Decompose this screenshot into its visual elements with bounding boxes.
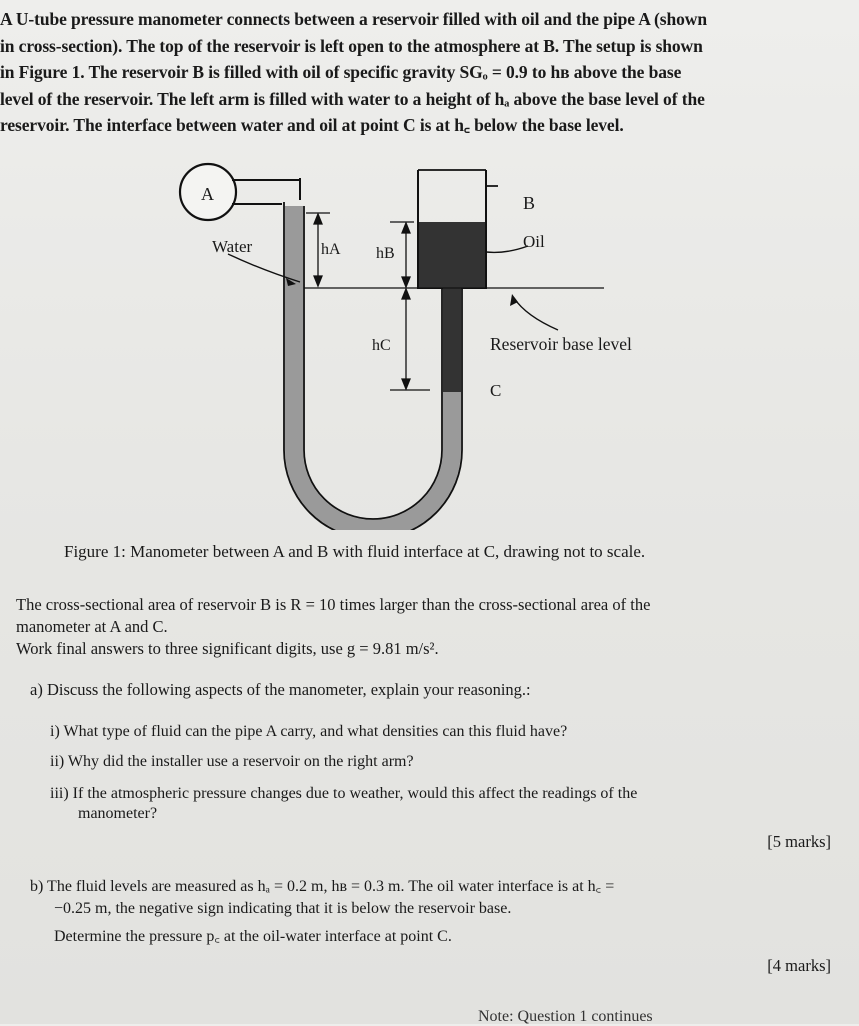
label-hc: hC [372,337,391,354]
label-c: C [490,381,502,400]
part-b-line-1: b) The fluid levels are measured as hₐ = 0.2 m, hʙ = 0.3 m. The oil water interface is at h꜀ = [30,878,615,895]
oil-column-arm [443,288,461,392]
hc-arrow-up [402,289,410,299]
part-a-item-i-text: i) What type of fluid can the pipe A carry, and what densities can this fluid have? [50,723,568,740]
base-leader [514,298,558,330]
intro-line-2: in cross-section). The top of the reservoir is left open to the atmosphere at B. The setup is shown [0,35,703,56]
given-line-2: manometer at A and C. [16,617,168,636]
hb-arrow-down [402,277,410,287]
manometer-diagram [0,150,859,530]
reservoir-opening [486,170,498,186]
label-oil: Oil [523,232,545,251]
manometer-figure [0,150,859,530]
part-a-item-ii [50,752,414,772]
part-b [30,876,840,948]
part-b-line-3: Determine the pressure p꜀ at the oil-water interface at point C. [54,928,452,945]
part-b-marks: [4 marks] [767,956,831,975]
intro-line-5: reservoir. The interface between water and oil at point C is at h꜀ below the base level. [0,115,624,135]
label-base-level: Reservoir base level [490,334,632,354]
reservoir-oil [419,222,485,288]
given-info [16,594,846,660]
problem-intro [0,6,859,139]
given-line-3: Work final answers to three significant digits, use g = 9.81 m/s². [16,639,439,658]
part-b-line-2: −0.25 m, the negative sign indicating that it is below the reservoir base. [54,900,512,917]
part-a-item-iii-text: iii) If the atmospheric pressure changes due to weather, would this affect the readings of the [50,785,638,802]
intro-line-4: level of the reservoir. The left arm is filled with water to a height of hₐ above the base level of the [0,88,705,109]
figure-caption: Figure 1: Manometer between A and B with fluid interface at C, drawing not to scale. [64,542,646,561]
base-leader-arrow [510,294,518,306]
part-a-item-i [50,722,567,742]
label-water: Water [212,237,253,256]
hc-arrow-down [402,379,410,389]
part-a-item-iii-cont: manometer? [78,805,158,822]
ha-arrow-down [314,276,322,286]
hb-arrow-up [402,223,410,233]
u-bend-water [285,390,461,530]
part-a-prompt: a) Discuss the following aspects of the manometer, explain your reasoning.: [30,680,531,699]
footer-note: Note: Question 1 continues [478,1008,653,1025]
intro-line-3: in Figure 1. The reservoir B is filled with oil of specific gravity SGₒ = 0.9 to hʙ above the base [0,62,682,82]
label-b: B [523,193,536,213]
water-column [285,206,303,446]
part-a-item-ii-text: ii) Why did the installer use a reservoir on the right arm? [50,753,414,770]
label-pipe-a: A [201,184,214,204]
part-a-item-iii [50,784,637,824]
label-hb: hB [376,245,395,262]
oil-leader [486,246,528,252]
ha-arrow-up [314,214,322,224]
intro-line-1: A U-tube pressure manometer connects between a reservoir filled with oil and the pipe A (shown [0,9,707,29]
given-line-1: The cross-sectional area of reservoir B is R = 10 times larger than the cross-sectional area of the [16,595,651,614]
label-ha: hA [321,241,341,258]
part-a-marks: [5 marks] [767,832,831,851]
pipe-connector [232,180,300,204]
